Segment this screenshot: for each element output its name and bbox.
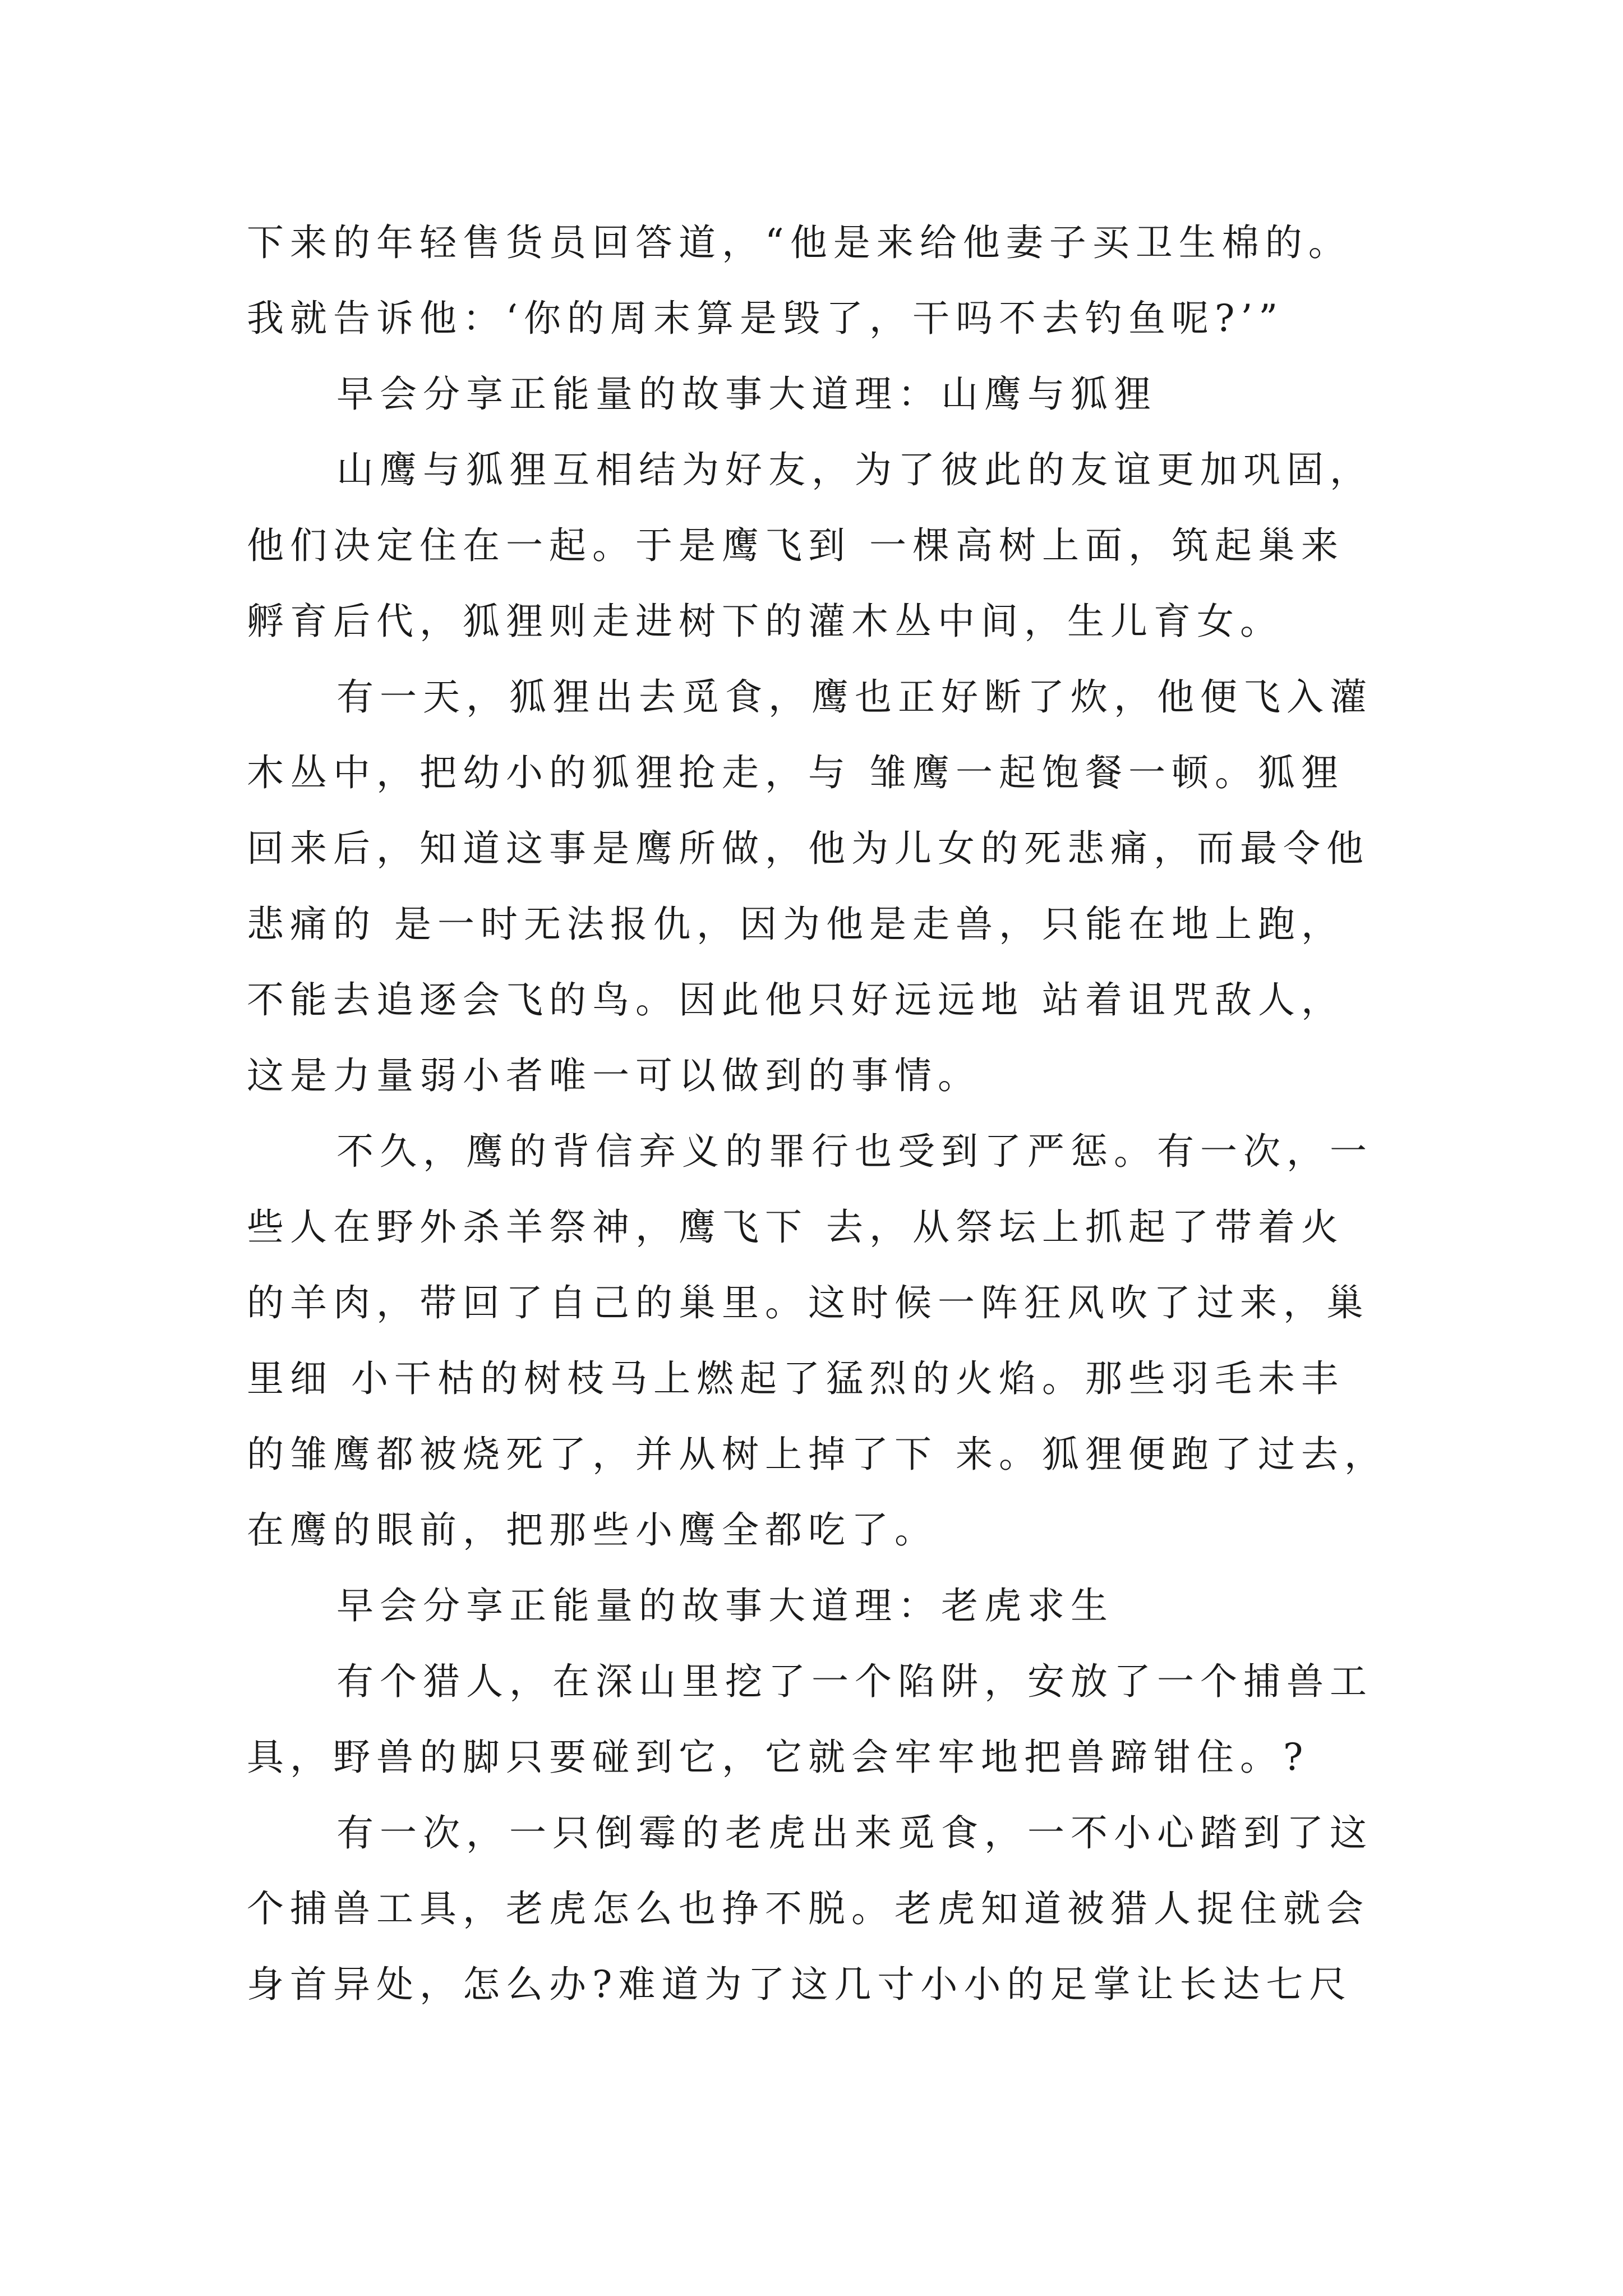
text-line: 悲痛的 是一时无法报仇，因为他是走兽，只能在地上跑，: [247, 903, 1344, 946]
text-line: 有一次，一只倒霉的老虎出来觅食，一不小心踏到了这: [336, 1811, 1373, 1855]
text-line: 身首异处，怎么办?难道为了这几寸小小的足掌让长达七尺: [247, 1963, 1353, 2006]
text-line: 孵育后代，狐狸则走进树下的灌木丛中间，生儿育女。: [247, 600, 1283, 643]
text-line: 的雏鹰都被烧死了，并从树上掉了下 来。狐狸便跑了过去，: [247, 1433, 1387, 1476]
text-line: 里细 小干枯的树枝马上燃起了猛烈的火焰。那些羽毛未丰: [247, 1357, 1344, 1400]
text-line: 木丛中，把幼小的狐狸抢走，与 雏鹰一起饱餐一顿。狐狸: [247, 751, 1344, 794]
text-line: 不能去追逐会飞的鸟。因此他只好远远地 站着诅咒敌人，: [247, 978, 1344, 1022]
text-line: 在鹰的眼前，把那些小鹰全都吃了。: [247, 1508, 938, 1552]
text-line: 回来后，知道这事是鹰所做，他为儿女的死悲痛，而最令他: [247, 827, 1370, 870]
text-line: 他们决定住在一起。于是鹰飞到 一棵高树上面，筑起巢来: [247, 524, 1344, 567]
section-heading: 早会分享正能量的故事大道理：老虎求生: [336, 1584, 1114, 1627]
text-line: 下来的年轻售货员回答道，“他是来给他妻子买卫生棉的。: [247, 221, 1352, 264]
text-line: 不久，鹰的背信弃义的罪行也受到了严惩。有一次，一: [336, 1130, 1373, 1173]
text-line: 个捕兽工具，老虎怎么也挣不脱。老虎知道被猎人捉住就会: [247, 1887, 1370, 1930]
text-line: 具，野兽的脚只要碰到它，它就会牢牢地把兽蹄钳住。?: [247, 1736, 1310, 1779]
text-line: 这是力量弱小者唯一可以做到的事情。: [247, 1054, 981, 1097]
text-line: 有个猎人，在深山里挖了一个陷阱，安放了一个捕兽工: [336, 1660, 1373, 1703]
text-line: 有一天，狐狸出去觅食，鹰也正好断了炊，他便飞入灌: [336, 675, 1373, 719]
text-line: 我就告诉他：‘你的周末算是毁了，干吗不去钓鱼呢?’”: [247, 297, 1284, 340]
section-heading: 早会分享正能量的故事大道理：山鹰与狐狸: [336, 372, 1157, 416]
text-line: 些人在野外杀羊祭神，鹰飞下 去，从祭坛上抓起了带着火: [247, 1205, 1344, 1249]
text-line: 山鹰与狐狸互相结为好友，为了彼此的友谊更加巩固，: [336, 448, 1373, 491]
text-line: 的羊肉，带回了自己的巢里。这时候一阵狂风吹了过来，巢: [247, 1281, 1370, 1324]
